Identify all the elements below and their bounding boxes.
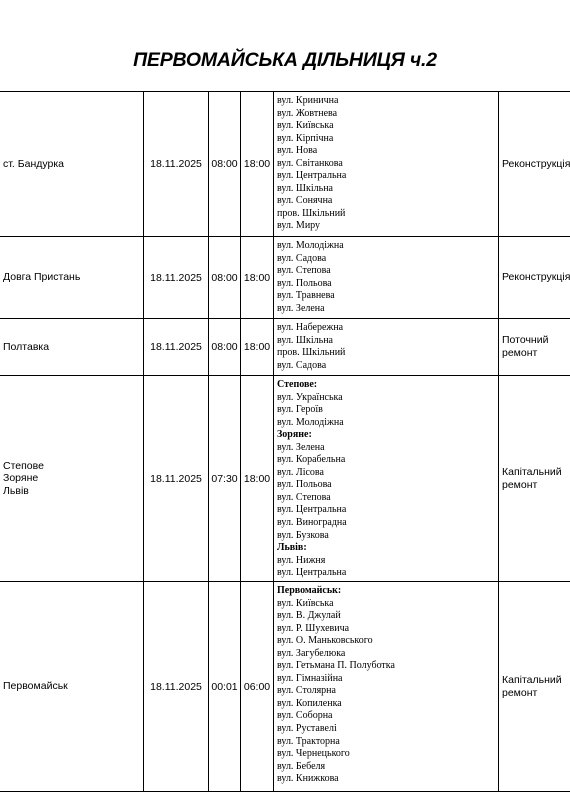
settlement-name: Полтавка xyxy=(3,341,143,354)
work-type-label: ремонт xyxy=(502,687,570,700)
start-time-cell: 08:00 xyxy=(209,237,241,319)
end-time-cell: 18:00 xyxy=(241,319,274,376)
street-name: вул. Шкільна xyxy=(277,183,498,196)
street-name: вул. Р. Шухевича xyxy=(277,623,498,636)
settlement-cell xyxy=(0,92,144,237)
start-time-cell: 07:30 xyxy=(209,376,241,582)
street-name: вул. В. Джулай xyxy=(277,610,498,623)
street-name: вул. Травнева xyxy=(277,290,498,303)
settlement-name: Львів xyxy=(3,485,143,498)
street-name: вул. Героїв xyxy=(277,404,498,417)
streets-cell xyxy=(274,92,499,237)
street-name: вул. Світанкова xyxy=(277,158,498,171)
streets-cell xyxy=(274,237,499,319)
street-name: вул. Зелена xyxy=(277,442,498,455)
table-row xyxy=(0,582,570,792)
date-cell: 18.11.2025 xyxy=(144,319,209,376)
streets-cell xyxy=(274,319,499,376)
street-name: вул. Тракторна xyxy=(277,736,498,749)
end-time-cell: 18:00 xyxy=(241,237,274,319)
street-name: вул. Соборна xyxy=(277,710,498,723)
street-name: вул. Молодіжна xyxy=(277,417,498,430)
settlement-name: Первомайськ xyxy=(3,680,143,693)
work-type-cell xyxy=(499,376,570,582)
date-cell: 18.11.2025 xyxy=(144,92,209,237)
settlement-cell xyxy=(0,237,144,319)
street-name: вул. Загубелюка xyxy=(277,648,498,661)
street-name: вул. Польова xyxy=(277,278,498,291)
table-row xyxy=(0,319,570,376)
date-cell: 18.11.2025 xyxy=(144,376,209,582)
settlement-group-header: Зоряне: xyxy=(277,429,498,442)
street-name: вул. Копиленка xyxy=(277,698,498,711)
end-time-cell: 18:00 xyxy=(241,92,274,237)
street-name: вул. Бебеля xyxy=(277,761,498,774)
street-name: вул. Столярна xyxy=(277,685,498,698)
street-name: вул. Шкільна xyxy=(277,335,498,348)
street-name: вул. Польова xyxy=(277,479,498,492)
settlement-cell xyxy=(0,319,144,376)
table-row xyxy=(0,92,570,237)
street-name: вул. Садова xyxy=(277,253,498,266)
settlement-name: ст. Бандурка xyxy=(3,158,143,171)
work-type-label: ремонт xyxy=(502,347,570,360)
street-name: вул. Київська xyxy=(277,120,498,133)
street-name: вул. Гетьмана П. Полуботка xyxy=(277,660,498,673)
work-type-label: ремонт xyxy=(502,479,570,492)
street-name: вул. Сонячна xyxy=(277,195,498,208)
street-name: вул. Центральна xyxy=(277,170,498,183)
settlement-name: Довга Пристань xyxy=(3,271,143,284)
street-name: вул. Нижня xyxy=(277,555,498,568)
street-name: вул. Жовтнева xyxy=(277,108,498,121)
work-type-label: Капітальний xyxy=(502,674,570,687)
work-type-cell xyxy=(499,582,570,792)
street-name: вул. Чернецького xyxy=(277,748,498,761)
street-name: вул. Миру xyxy=(277,220,498,233)
settlement-cell xyxy=(0,582,144,792)
end-time-cell: 06:00 xyxy=(241,582,274,792)
page-title: ПЕРВОМАЙСЬКА ДІЛЬНИЦЯ ч.2 xyxy=(0,49,570,72)
settlement-group-header: Степове: xyxy=(277,379,498,392)
end-time-cell: 18:00 xyxy=(241,376,274,582)
street-name: вул. Руставелі xyxy=(277,723,498,736)
date-cell: 18.11.2025 xyxy=(144,582,209,792)
street-name: вул. Українська xyxy=(277,392,498,405)
street-name: вул. Бузкова xyxy=(277,530,498,543)
work-type-cell xyxy=(499,319,570,376)
street-name: вул. Набережна xyxy=(277,322,498,335)
street-name: вул. Кринична xyxy=(277,95,498,108)
street-name: вул. Садова xyxy=(277,360,498,373)
street-name: вул. Нова xyxy=(277,145,498,158)
work-type-label: Реконструкція xyxy=(502,158,570,171)
street-name: вул. Корабельна xyxy=(277,454,498,467)
start-time-cell: 00:01 xyxy=(209,582,241,792)
street-name: пров. Шкільний xyxy=(277,347,498,360)
date-cell: 18.11.2025 xyxy=(144,237,209,319)
settlement-name: Зоряне xyxy=(3,472,143,485)
street-name: вул. Лісова xyxy=(277,467,498,480)
work-type-label: Капітальний xyxy=(502,466,570,479)
settlement-name: Степове xyxy=(3,460,143,473)
settlement-group-header: Первомайськ: xyxy=(277,585,498,598)
street-name: вул. Центральна xyxy=(277,567,498,580)
street-name: вул. Степова xyxy=(277,265,498,278)
street-name: вул. Кірпічна xyxy=(277,133,498,146)
street-name: вул. О. Маньковського xyxy=(277,635,498,648)
street-name: вул. Зелена xyxy=(277,303,498,316)
table-row xyxy=(0,237,570,319)
street-name: вул. Гімназійна xyxy=(277,673,498,686)
street-name: вул. Книжкова xyxy=(277,773,498,786)
work-type-label: Поточний xyxy=(502,334,570,347)
streets-cell xyxy=(274,582,499,792)
work-type-cell xyxy=(499,237,570,319)
outage-schedule-table xyxy=(0,91,570,792)
start-time-cell: 08:00 xyxy=(209,92,241,237)
street-name: вул. Виноградна xyxy=(277,517,498,530)
work-type-cell xyxy=(499,92,570,237)
settlement-cell xyxy=(0,376,144,582)
street-name: пров. Шкільний xyxy=(277,208,498,221)
settlement-group-header: Львів: xyxy=(277,542,498,555)
street-name: вул. Центральна xyxy=(277,504,498,517)
start-time-cell: 08:00 xyxy=(209,319,241,376)
street-name: вул. Київська xyxy=(277,598,498,611)
table-row xyxy=(0,376,570,582)
street-name: вул. Степова xyxy=(277,492,498,505)
streets-cell xyxy=(274,376,499,582)
work-type-label: Реконструкція xyxy=(502,271,570,284)
street-name: вул. Молодіжна xyxy=(277,240,498,253)
